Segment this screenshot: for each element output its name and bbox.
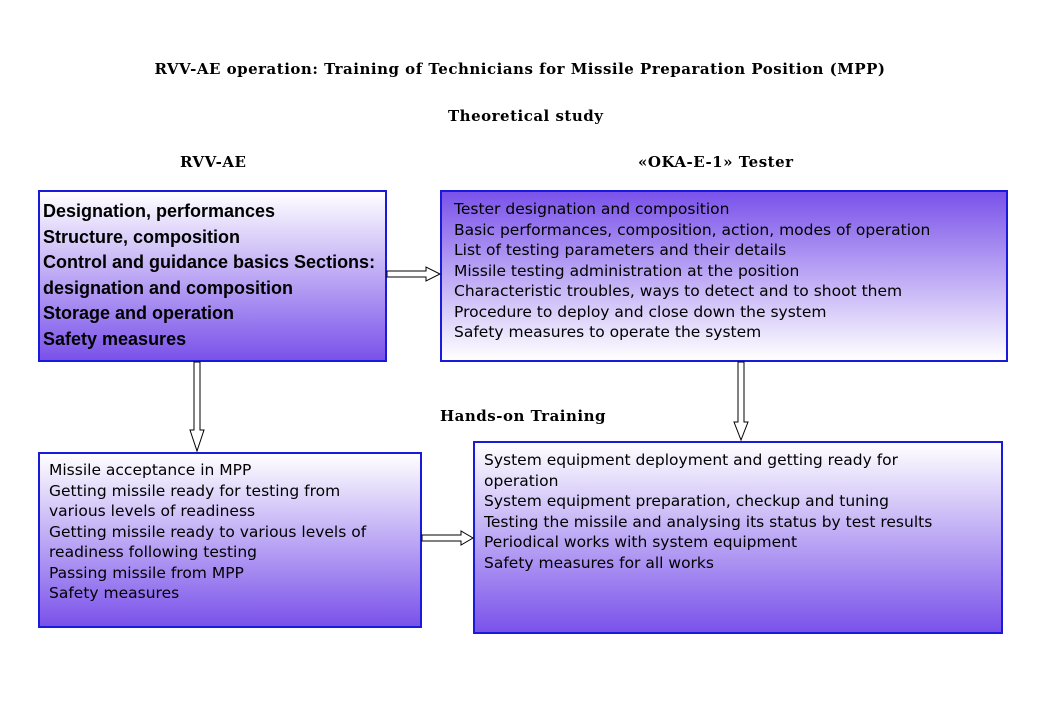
rvv-theory-item: Structure, composition: [43, 226, 241, 247]
diagram-title: RVV-AE operation: Training of Technicians for Missile Preparation Position (MPP): [154, 60, 886, 78]
tester-handson-item: operation: [484, 471, 559, 490]
tester-handson-item: Periodical works with system equipment: [484, 533, 798, 551]
hands-on-training-label: Hands-on Training: [440, 407, 606, 425]
rvv-theory-item: Safety measures: [43, 328, 187, 349]
theoretical-study-label: Theoretical study: [448, 107, 604, 125]
rvv-handson-item: Safety measures: [49, 584, 180, 602]
rvv-handson-item: Getting missile ready for testing from: [49, 481, 341, 500]
tester-handson-item: Safety measures for all works: [484, 553, 714, 572]
arrow-rvv-to-tester-handson: [422, 531, 473, 545]
tester-handson-item: Testing the missile and analysing its status by test results: [484, 512, 933, 531]
tester-handson-item: System equipment deployment and getting ready for: [484, 451, 899, 469]
tester-handson-item: System equipment preparation, checkup and tuning: [484, 492, 889, 510]
tester-column-label: «OKA-E-1» Tester: [638, 153, 794, 171]
rvv-theory-item: Control and guidance basics Sections:: [43, 252, 376, 273]
tester-theory-item: Safety measures to operate the system: [454, 323, 762, 341]
rvv-ae-column-label: RVV-AE: [180, 153, 247, 171]
arrow-rvv-to-tester-theory: [387, 267, 440, 281]
tester-theory-item: List of testing parameters and their details: [454, 241, 787, 259]
rvv-handson-item: Passing missile from MPP: [49, 563, 244, 582]
rvv-theory-item: Designation, performances: [43, 201, 276, 221]
tester-theory-item: Basic performances, composition, action, modes of operation: [454, 220, 931, 239]
tester-theory-item: Procedure to deploy and close down the system: [454, 302, 827, 321]
rvv-handson-item: Getting missile ready to various levels of: [49, 522, 367, 541]
arrow-rvv-theory-to-handson: [190, 362, 204, 451]
tester-theory-item: Characteristic troubles, ways to detect and to shoot them: [454, 282, 903, 300]
tester-theory-item: Missile testing administration at the position: [454, 261, 800, 280]
rvv-handson-item: various levels of readiness: [49, 502, 256, 520]
rvv-handson-item: readiness following testing: [49, 543, 257, 561]
arrow-tester-theory-to-handson: [734, 362, 748, 440]
rvv-theory-item: designation and composition: [43, 277, 294, 298]
rvv-handson-item: Missile acceptance in MPP: [49, 461, 252, 479]
tester-theory-item: Tester designation and composition: [454, 200, 730, 218]
rvv-theory-item: Storage and operation: [43, 303, 235, 324]
